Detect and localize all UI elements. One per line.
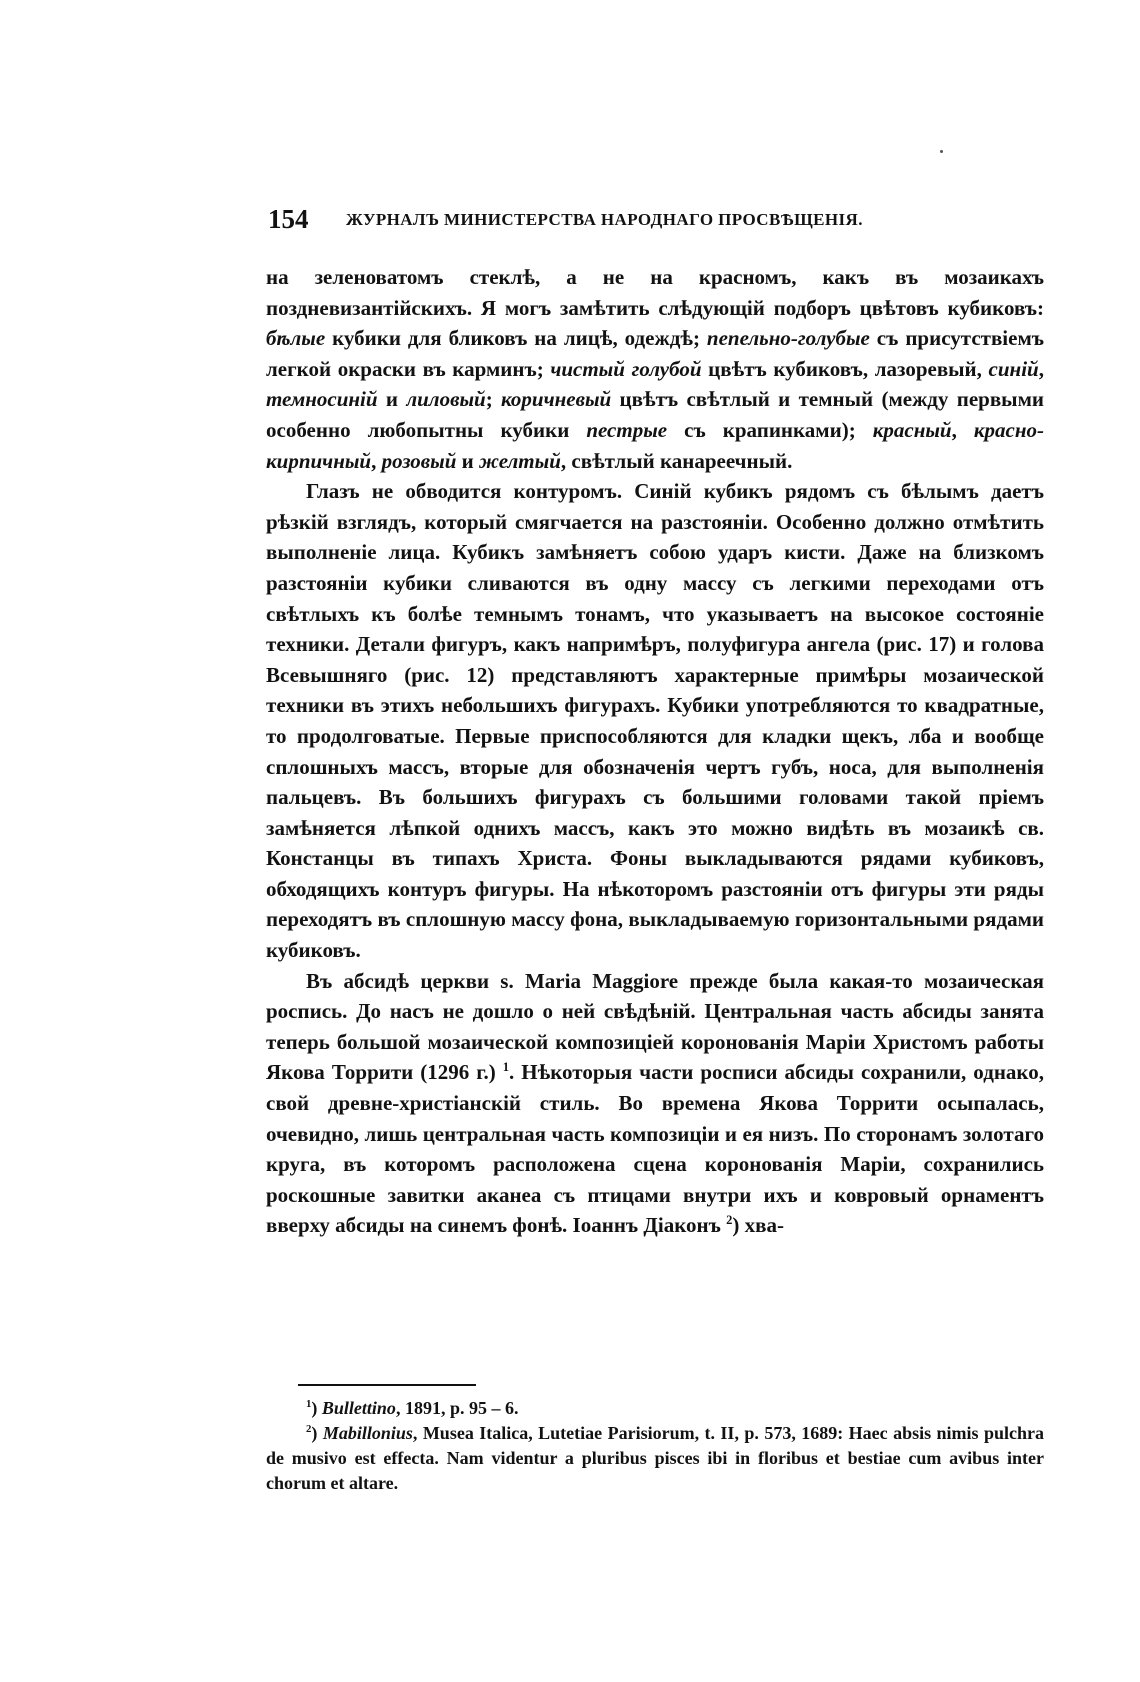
paragraph-technique: Глазъ не обводится контуромъ. Синій кубикъ рядомъ съ бѣлымъ даетъ рѣзкій взглядъ, который смягчается на разстояніи. Особенно должно отмѣтить выполненіе лица. Кубикъ замѣняетъ собою ударъ кисти. Даже на близкомъ разстояніи кубики сливаются въ одну массу съ легкими переходами отъ свѣтлыхъ къ болѣе темнымъ тонамъ, что указываетъ на высокое состояніе техники. Детали фигуръ, какъ напримѣръ, полуфигура ангела (рис. 17) и голова Всевышняго (рис. 12) представляютъ характерные примѣры мозаической техники въ этихъ небольшихъ фигурахъ. Кубики употребляются то квадратные, то продолговатые. Первые приспособляются для кладки щекъ, лба и вообще сплошныхъ массъ, вторые для обозначенія чертъ губъ, носа, для выполненія пальцевъ. Въ большихъ фигурахъ съ большими головами такой пріемъ замѣняется лѣпкой однихъ массъ, какъ это можно видѣть въ мозаикѣ св. Констанцы въ типахъ Христа. Фоны выкладываются рядами кубиковъ, обходящихъ контуръ фигуры. На нѣкоторомъ разстояніи отъ фигуры эти ряды переходятъ въ сплошную массу фона, выкладываемую горизонтальными рядами кубиковъ. (266, 479, 1044, 963)
italic-term: желтый (479, 448, 561, 473)
footnote-marker: 2 (306, 1423, 312, 1435)
footnote-text: , Musea Italica, Lutetiae Parisiorum, t. II, p. 573, 1689: Haec absis nimis pulchra de musivo est effecta. Nam videntur a pluribus pisces ibi in floribus et bestiae cum avibus inter chorum et altare. (266, 1423, 1044, 1493)
italic-term: коричневый (501, 387, 612, 412)
text-run: ) хва- (732, 1213, 784, 1238)
italic-term: красный (872, 417, 952, 442)
italic-term: пестрые (586, 417, 668, 442)
italic-term: лиловый (406, 387, 486, 412)
text-run: цвѣтъ кубиковъ, лазоревый, (701, 356, 989, 381)
text-run: цвѣтъ свѣтлый и темный (между первыми особенно любопытны кубики (266, 387, 1044, 442)
page-number: 154 (268, 204, 309, 234)
text-run: и (377, 387, 407, 412)
text-run: съ присутствіемъ легкой окраски въ карминъ; (266, 326, 1044, 381)
text-run: ; (485, 387, 502, 412)
italic-term: красно-кирпичный (266, 417, 1045, 473)
main-text (266, 262, 1044, 1241)
footnote-divider (298, 1384, 476, 1386)
text-run: , свѣтлый канареечный. (560, 448, 793, 473)
running-head (268, 202, 1045, 236)
paragraph-color-list (266, 262, 1044, 476)
footnote-ref[interactable]: 2 (726, 1213, 733, 1228)
text-run: , (1038, 356, 1044, 381)
footnote-source: Bullettino (321, 1398, 396, 1418)
italic-term: розовый (381, 448, 457, 473)
footnote-marker: 1 (306, 1398, 312, 1410)
italic-term: пепельно-голубые (706, 326, 870, 351)
footnote-source: Mabillonius (322, 1423, 413, 1443)
italic-term: бѣлые (266, 326, 326, 351)
footnotes (266, 1396, 1044, 1496)
text-run: , (371, 448, 382, 473)
text-run: Въ абсидѣ церкви s. Maria Maggiore прежде была какая-то мозаическая роспись. До насъ не дошло о ней свѣдѣній. Центральная часть абсиды занята теперь большой мозаической композиціей коронованія Маріи Христомъ работы Якова Торрити (1296 г.) (266, 968, 1044, 1085)
text-run: съ крапинками); (667, 417, 873, 442)
text-run: , (951, 417, 974, 442)
print-speck (940, 150, 943, 153)
footnote-ref[interactable]: 1 (502, 1060, 510, 1075)
italic-term: синій (988, 356, 1039, 381)
text-run: и (456, 448, 480, 473)
text-run: на зеленоватомъ стеклѣ, а не на красномъ, какъ въ мозаикахъ поздневизантійскихъ. Я могъ замѣтить слѣдующій подборъ цвѣтовъ кубиковъ: (266, 265, 1044, 320)
footnote-text: , 1891, p. 95 – 6. (395, 1398, 519, 1418)
footnote-1: $^1$) Bullettino, 1891, p. 95 – 6. (306, 1398, 519, 1418)
paragraph-maria-maggiore (266, 966, 1044, 1241)
text-run: . Нѣкоторыя части росписи абсиды сохранили, однако, свой древне-христіанскій стиль. Во времена Якова Торрити осыпалась, очевидно, лишь центральная часть композиціи и ея низъ. По сторонамъ золотаго круга, въ которомъ расположена сцена коронованія Маріи, сохранились роскошные завитки аканеа съ птицами внутри ихъ и ковровый орнаментъ вверху абсиды на синемъ фонѣ. Іоаннъ Діаконъ (266, 1060, 1044, 1238)
text-run: кубики для бликовъ на лицѣ, одеждѣ; (325, 326, 707, 351)
italic-term: чистый голубой (550, 356, 702, 381)
italic-term: темносиній (266, 387, 378, 412)
footnote-2: $^2$) Mabillonius, Musea Italica, Lutetiae Parisiorum, t. II, p. 573, 1689: Haec absis nimis pulchra de musivo est effecta. Nam videntur a pluribus pisces ibi in floribus et bestiae cum avibus inter chorum et altare. (266, 1423, 1044, 1493)
journal-title: ЖУРНАЛЪ МИНИСТЕРСТВА НАРОДНАГО ПРОСВѢЩЕНІЯ. (346, 210, 863, 229)
